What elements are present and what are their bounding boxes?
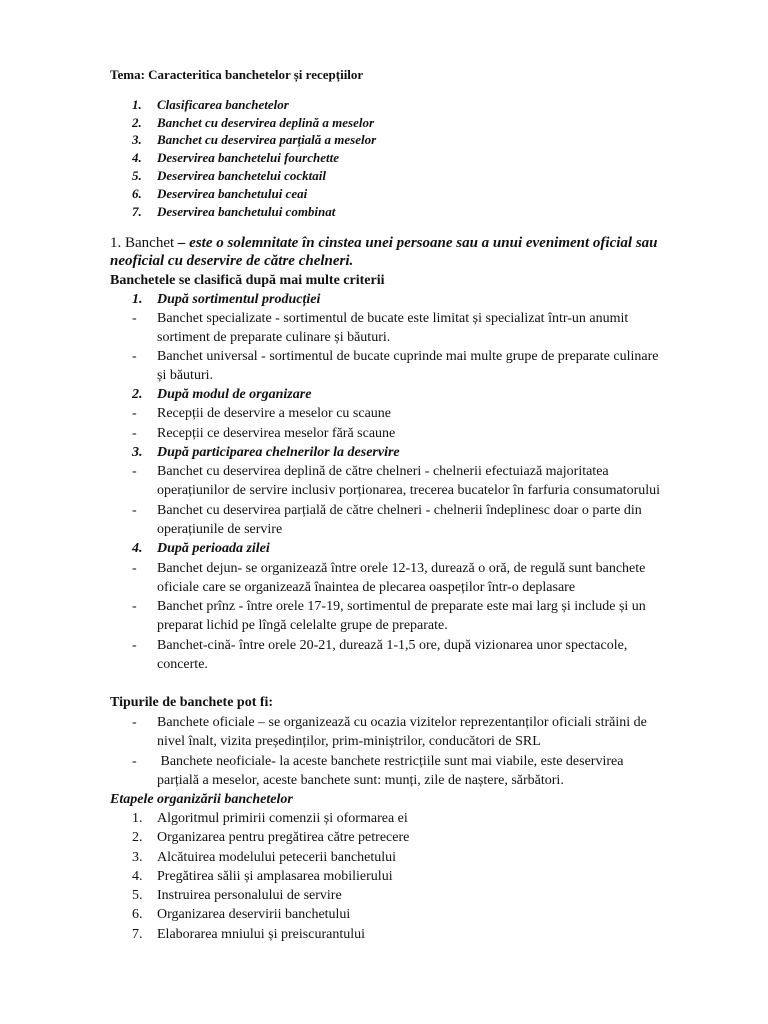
stage-item: Algoritmul primirii comenzii și oformarea ei [157,811,408,826]
stage-number: 3. [132,850,143,865]
toc-number: 5. [132,168,142,183]
toc-item: Deservirea banchetelui fourchette [157,150,339,165]
list-item-text: Banchete neoficiale- la aceste banchete restricțiile sunt mai viabile, este deservirea [157,754,624,769]
criterion-number: 3. [132,445,143,460]
list-item-text: Banchet dejun- se organizează între orele 12-13, durează o oră, de regulă sunt banchete [157,561,646,576]
section-heading-types: Tipurile de banchete pot fi: [110,695,274,710]
document-title: Tema: Caracteritica banchetelor și recepțiilor [110,67,364,82]
definition-dash: – [174,235,190,251]
list-item-text: Banchet cu deservirea parțială de către chelneri - chelnerii îndeplinesc doar o parte din [157,503,642,518]
stage-item: Instruirea personalului de servire [157,888,342,903]
toc-item: Clasificarea banchetelor [157,97,289,112]
toc-item: Deservirea banchetului combinat [157,204,336,219]
toc-number: 4. [132,150,142,165]
list-item-text: și băuturi. [157,368,213,383]
list-item-text: concerte. [157,657,208,672]
section-heading-classification: Banchetele se clasifică după mai multe criterii [110,273,385,288]
list-item-text: preparat lichid pe lîngă celelalte grupe de preparate. [157,618,448,633]
list-item-text: operațiunilor de servire inclusiv porționarea, trecerea bucatelor în farfuria consumatorului [157,483,661,498]
criterion-title: După modul de organizare [157,387,312,402]
list-item-text: Banchet cu deservirea deplină de către chelneri - chelnerii efectuiază majoritatea [157,464,609,479]
list-item-text: parțială a meselor, aceste banchete sunt: munți, zile de naștere, sărbători. [157,773,564,788]
toc-item: Banchet cu deservirea deplină a meselor [157,115,375,130]
bullet-dash: - [132,715,137,730]
stage-number: 7. [132,927,143,942]
stage-number: 1. [132,811,143,826]
list-item-text: Banchet universal - sortimentul de bucate cuprinde mai multe grupe de preparate culinare [157,349,659,364]
list-item-text: operațiunile de servire [157,522,283,537]
toc-number: 2. [132,115,142,130]
toc-number: 3. [132,132,142,147]
toc-item: Deservirea banchetelui cocktail [157,168,326,183]
criterion-number: 1. [132,292,143,307]
criterion-title: După sortimentul producției [157,292,321,307]
stage-item: Pregătirea sălii și amplasarea mobilierului [157,869,393,884]
definition-line [110,235,658,252]
bullet-dash: - [132,426,137,441]
bullet-dash: - [132,464,137,479]
bullet-dash: - [132,754,137,769]
definition-text: este o solemnitate în cinstea unei persoane sau a unui eveniment oficial sau [189,235,658,251]
criterion-number: 4. [132,541,143,556]
toc-number: 6. [132,186,142,201]
list-item-text: oficiale care se organizează înaintea de plecarea oaspeților într-o deplasare [157,580,576,595]
stage-number: 5. [132,888,143,903]
toc-number: 7. [132,204,142,219]
list-item-text: Banchete oficiale – se organizează cu ocazia vizitelor reprezentanților oficiali străini de [157,715,647,730]
stage-item: Elaborarea mniului și preiscurantului [157,927,365,942]
stage-number: 4. [132,869,143,884]
list-item-text: Recepții ce deservirea meselor fără scaune [157,426,396,441]
bullet-dash: - [132,311,137,326]
definition-term: 1. Banchet [110,235,175,251]
section-heading-stages: Etapele organizării banchetelor [110,792,293,807]
bullet-dash: - [132,561,137,576]
list-item-text: sortiment de preparate culinare și băuturi. [157,330,391,345]
bullet-dash: - [132,406,137,421]
bullet-dash: - [132,503,137,518]
stage-item: Organizarea deservirii banchetului [157,907,351,922]
list-item-text: Banchet-cină- între orele 20-21, durează 1-1,5 ore, după vizionarea unor spectacole, [157,638,628,653]
stage-number: 6. [132,907,143,922]
criterion-title: După perioada zilei [157,541,270,556]
list-item-text: Recepții de deservire a meselor cu scaune [157,406,392,421]
toc-item: Banchet cu deservirea parțială a meselor [157,132,377,147]
list-item-text: Banchet prînz - între orele 17-19, sortimentul de preparate este mai larg și include și un [157,599,646,614]
stage-item: Alcătuirea modelului petecerii banchetului [157,850,397,865]
list-item-text: Banchet specializate - sortimentul de bucate este limitat și specializat într-un anumit [157,311,629,326]
stage-item: Organizarea pentru pregătirea către petrecere [157,830,410,845]
bullet-dash: - [132,638,137,653]
toc-number: 1. [132,97,142,112]
stage-number: 2. [132,830,143,845]
list-item-text: nivel înalt, vizita președinților, prim-miniștrilor, conducători de SRL [157,734,541,749]
toc-item: Deservirea banchetului ceai [157,186,308,201]
definition-text-cont: neoficial cu deservire de către chelneri. [110,253,354,269]
bullet-dash: - [132,349,137,364]
bullet-dash: - [132,599,137,614]
criterion-title: După participarea chelnerilor la deservire [157,445,400,460]
criterion-number: 2. [132,387,143,402]
